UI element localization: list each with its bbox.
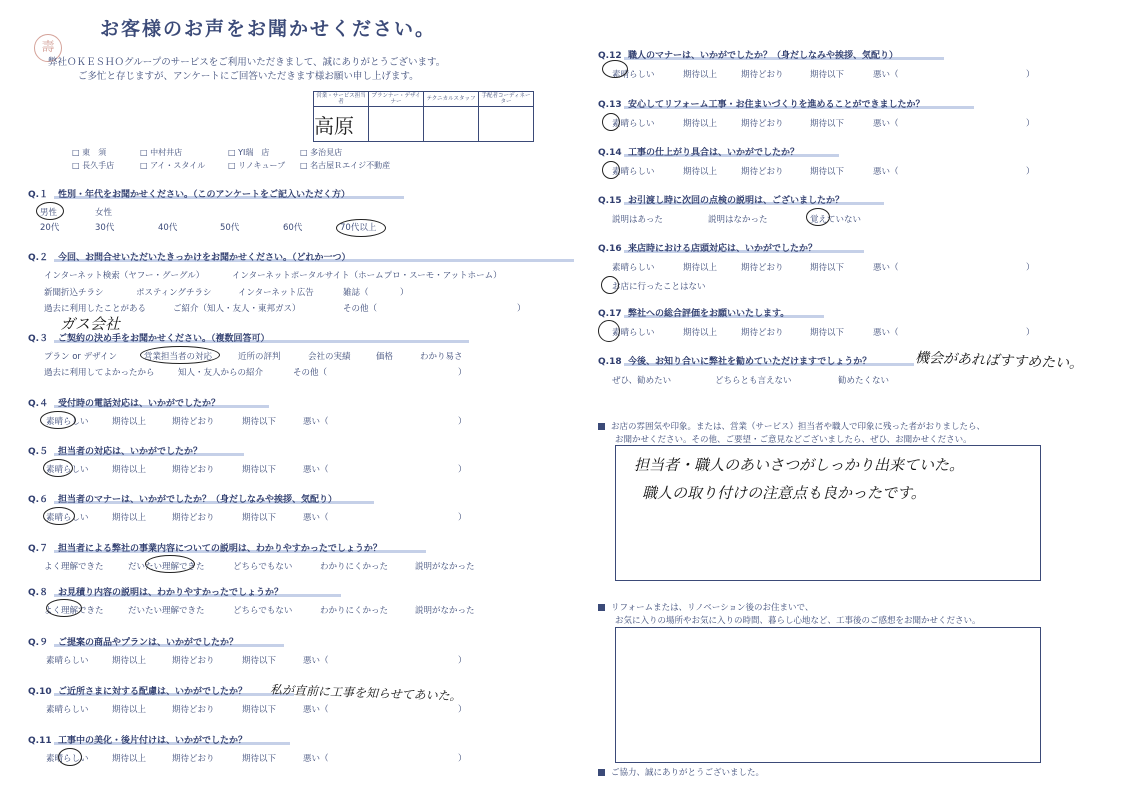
store-option[interactable] bbox=[300, 147, 342, 158]
answer-option[interactable]: 悪い（ bbox=[303, 513, 329, 523]
question-number: Q.４ bbox=[28, 399, 49, 409]
question-number: Q.７ bbox=[28, 544, 49, 554]
selection-circle-mark bbox=[36, 202, 64, 220]
answer-option[interactable]: 悪い（ bbox=[873, 119, 899, 129]
answer-option[interactable]: 期待以下 bbox=[810, 70, 845, 80]
question-number: Q.17 bbox=[598, 309, 622, 319]
answer-option[interactable]: 過去に利用したことがある bbox=[44, 304, 147, 314]
answer-option[interactable]: 知人・友人からの紹介 bbox=[178, 368, 264, 378]
answer-option[interactable]: 期待以下 bbox=[242, 465, 277, 475]
store-option[interactable] bbox=[228, 160, 285, 171]
question-text: 担当者による弊社の事業内容についての説明は、わかりやすかったでしょうか？ bbox=[58, 544, 382, 554]
store-label: リノキューブ bbox=[238, 161, 286, 170]
staff-cell[interactable] bbox=[369, 107, 424, 142]
selection-circle-mark bbox=[40, 411, 76, 429]
answer-option[interactable]: 素晴らしい bbox=[612, 70, 655, 80]
answer-option[interactable]: 期待以下 bbox=[242, 754, 277, 764]
answer-option[interactable]: ） bbox=[458, 656, 467, 666]
selection-circle-mark bbox=[602, 60, 628, 78]
store-label: 多治見店 bbox=[310, 148, 343, 157]
question-text: 担当者の対応は、いかがでしたか？ bbox=[58, 447, 203, 457]
answer-option[interactable]: 60代 bbox=[283, 223, 303, 233]
selection-circle-mark bbox=[602, 161, 620, 179]
answer-option[interactable]: 勧めたくない bbox=[838, 376, 890, 386]
answer-option[interactable]: 素晴らしい bbox=[46, 705, 89, 715]
answer-option[interactable]: ） bbox=[1026, 167, 1035, 177]
selection-circle-mark bbox=[336, 219, 386, 237]
staff-header: 手配者コーディネーター bbox=[479, 92, 534, 107]
answer-option[interactable]: 会社の実績 bbox=[308, 352, 351, 362]
store-label: 東 須 bbox=[82, 148, 107, 157]
checkbox-icon[interactable]: □ bbox=[72, 161, 83, 170]
comment-text-line-2: 職人の取り付けの注意点も良かったです。 bbox=[642, 484, 926, 502]
answer-option[interactable]: 期待どおり bbox=[741, 167, 784, 177]
answer-option[interactable]: インターネットポータルサイト（ホームプロ・スーモ・アットホーム） bbox=[232, 271, 502, 281]
question-text: ご契約の決め手をお聞かせください。（複数回答可） bbox=[58, 334, 270, 344]
answer-option[interactable]: 悪い（ bbox=[303, 465, 329, 475]
question-text: 職人のマナーは、いかがでしたか？（身だしなみや挨拶、気配り） bbox=[628, 51, 899, 61]
answer-option[interactable]: 期待以上 bbox=[112, 417, 147, 427]
answer-option[interactable]: 素晴らしい bbox=[612, 119, 655, 129]
question-text: ご近所さまに対する配慮は、いかがでしたか？ bbox=[58, 687, 248, 697]
comment-box-2[interactable] bbox=[615, 627, 1041, 763]
answer-option[interactable]: 期待以下 bbox=[810, 263, 845, 273]
question-heading bbox=[28, 733, 247, 746]
store-option[interactable] bbox=[72, 147, 106, 158]
question-number: Q.18 bbox=[598, 357, 622, 367]
answer-option[interactable]: 期待どおり bbox=[172, 465, 215, 475]
question-number: Q.16 bbox=[598, 244, 622, 254]
intro-line-2: ご多忙と存じますが、アンケートにご回答いただきます様お願い申し上げます。 bbox=[78, 71, 419, 82]
question-number: Q.10 bbox=[28, 687, 52, 697]
bullet-square-icon bbox=[598, 769, 605, 776]
selection-circle-mark bbox=[58, 748, 82, 766]
answer-option[interactable]: 悪い（ bbox=[303, 417, 329, 427]
answer-option[interactable]: 期待どおり bbox=[741, 263, 784, 273]
bullet-square-icon bbox=[598, 604, 605, 611]
selection-circle-mark bbox=[601, 276, 619, 294]
checkbox-icon[interactable]: □ bbox=[228, 161, 239, 170]
checkbox-icon[interactable]: □ bbox=[140, 148, 151, 157]
answer-option[interactable]: よく理解できた bbox=[44, 562, 104, 572]
question-heading bbox=[28, 684, 247, 697]
answer-option[interactable]: 悪い（ bbox=[873, 328, 899, 338]
answer-option[interactable]: ポスティングチラシ bbox=[136, 288, 212, 298]
store-option[interactable] bbox=[140, 160, 205, 171]
answer-option[interactable]: 期待どおり bbox=[741, 119, 784, 129]
answer-option[interactable]: 期待以下 bbox=[242, 705, 277, 715]
question-text: ご提案の商品やプランは、いかがでしたか？ bbox=[58, 638, 239, 648]
section1-prompt-2: お聞かせください。その他、ご要望・ご意見などございましたら、ぜひ、お聞かせください。 bbox=[615, 435, 972, 445]
selection-circle-mark bbox=[46, 599, 82, 617]
checkbox-icon[interactable]: □ bbox=[140, 161, 151, 170]
question-number: Q.14 bbox=[598, 148, 622, 158]
question-heading bbox=[28, 541, 382, 554]
answer-option[interactable]: 素晴らしい bbox=[46, 754, 89, 764]
staff-header: プランナー・デザイナー bbox=[369, 92, 424, 107]
answer-option[interactable]: 期待以上 bbox=[112, 513, 147, 523]
answer-option[interactable]: ） bbox=[517, 304, 526, 314]
checkbox-icon[interactable]: □ bbox=[300, 161, 311, 170]
question-heading bbox=[28, 444, 202, 457]
answer-option[interactable]: 期待どおり bbox=[172, 705, 215, 715]
question-text: 安心してリフォーム工事・お住まいづくりを進めることができましたか？ bbox=[628, 100, 925, 110]
comment-box-1[interactable] bbox=[615, 445, 1041, 581]
bullet-square-icon bbox=[598, 423, 605, 430]
question-text: 受付時の電話対応は、いかがでしたか？ bbox=[58, 399, 221, 409]
store-label: アイ・スタイル bbox=[150, 161, 206, 170]
answer-option[interactable]: 過去に利用してよかったから bbox=[44, 368, 155, 378]
question-number: Q.２ bbox=[28, 253, 49, 263]
question-heading bbox=[598, 354, 871, 367]
answer-option[interactable]: ご紹介（知人・友人・東邦ガス） bbox=[173, 304, 301, 314]
question-text: お見積り内容の説明は、わかりやすかったでしょうか？ bbox=[58, 588, 284, 598]
answer-option[interactable]: プラン or デザイン bbox=[44, 352, 118, 362]
question-number: Q.３ bbox=[28, 334, 49, 344]
section2-prompt-2: お気に入りの場所やお気に入りの時間、暮らし心地など、工事後のご感想をお聞かせください。 bbox=[615, 616, 981, 626]
answer-option[interactable]: ） bbox=[458, 705, 467, 715]
answer-option[interactable]: 期待以下 bbox=[242, 417, 277, 427]
footer-thanks: ご協力、誠にありがとうございました。 bbox=[598, 766, 764, 778]
answer-option[interactable]: その他（ bbox=[293, 368, 328, 378]
answer-option[interactable]: 期待以上 bbox=[683, 119, 718, 129]
section1-prompt-1: お店の雰囲気や印象。または、営業（サービス）担当者や職人で印象に残った者がおりましたら、 bbox=[598, 420, 985, 432]
answer-option[interactable]: 営業担当者の対応 bbox=[144, 352, 213, 362]
answer-option[interactable]: 悪い（ bbox=[873, 70, 899, 80]
q10-handwritten-note: 私が直前に工事を知らせてあいた。 bbox=[269, 682, 462, 704]
staff-table bbox=[313, 91, 534, 142]
answer-option[interactable]: わかりにくかった bbox=[320, 606, 389, 616]
answer-option[interactable]: 説明はなかった bbox=[708, 215, 768, 225]
answer-option[interactable]: 素晴らしい bbox=[612, 328, 655, 338]
store-label: YI瑞 店 bbox=[238, 148, 270, 157]
checkbox-icon[interactable]: □ bbox=[228, 148, 239, 157]
staff-cell[interactable] bbox=[424, 107, 479, 142]
answer-option[interactable]: 期待以下 bbox=[242, 656, 277, 666]
page-title: お客様のお声をお聞かせください。 bbox=[100, 18, 437, 40]
answer-option[interactable]: ぜひ、勧めたい bbox=[612, 376, 672, 386]
store-label: 名古屋Ｒエイジ不動産 bbox=[310, 161, 391, 170]
answer-option[interactable]: 期待以下 bbox=[810, 167, 845, 177]
q18-handwritten-note: 機会があればすすめたい。 bbox=[914, 350, 1084, 372]
question-heading bbox=[28, 187, 350, 200]
answer-option[interactable]: わかりにくかった bbox=[320, 562, 389, 572]
answer-option[interactable]: 悪い（ bbox=[303, 705, 329, 715]
answer-option[interactable]: 素晴らしい bbox=[612, 263, 655, 273]
answer-option[interactable]: どちらとも言えない bbox=[715, 376, 792, 386]
answer-option[interactable]: 悪い（ bbox=[873, 263, 899, 273]
answer-option[interactable]: 期待以下 bbox=[810, 328, 845, 338]
answer-option[interactable]: 期待どおり bbox=[172, 754, 215, 764]
answer-option[interactable]: 期待どおり bbox=[172, 656, 215, 666]
section2-prompt-1: リフォームまたは、リノベーション後のお住まいで、 bbox=[598, 601, 813, 613]
store-option[interactable] bbox=[140, 147, 182, 158]
answer-option[interactable]: その他（ bbox=[343, 304, 378, 314]
question-text: 弊社への総合評価をお願いいたします。 bbox=[628, 309, 790, 319]
answer-option[interactable]: 期待どおり bbox=[172, 417, 215, 427]
answer-option[interactable]: 50代 bbox=[220, 223, 240, 233]
answer-option[interactable]: 期待以上 bbox=[683, 263, 718, 273]
seal-stamp: 壽 bbox=[34, 34, 62, 62]
staff-header: テクニカルスタッフ bbox=[424, 92, 479, 107]
question-number: Q.５ bbox=[28, 447, 49, 457]
question-text: 工事の仕上がり具合は、いかがでしたか？ bbox=[628, 148, 800, 158]
answer-option[interactable]: ） bbox=[1026, 70, 1035, 80]
store-option[interactable] bbox=[228, 147, 269, 158]
answer-option[interactable]: 期待以上 bbox=[112, 754, 147, 764]
answer-option[interactable]: ） bbox=[1026, 119, 1035, 129]
question-text: お引渡し時に次回の点検の説明は、ございましたか？ bbox=[628, 196, 845, 206]
question-number: Q.８ bbox=[28, 588, 49, 598]
answer-option[interactable]: 期待以上 bbox=[112, 465, 147, 475]
answer-option[interactable]: ） bbox=[1026, 328, 1035, 338]
question-heading bbox=[28, 492, 337, 505]
store-label: 中村井店 bbox=[150, 148, 183, 157]
answer-option[interactable]: よく理解できた bbox=[44, 606, 104, 616]
answer-option[interactable]: どちらでもない bbox=[233, 562, 293, 572]
answer-option[interactable]: 期待以下 bbox=[810, 119, 845, 129]
q3-handwritten-note: ガス会社 bbox=[60, 315, 121, 333]
question-text: 今後、お知り合いに弊社を勧めていただけますでしょうか？ bbox=[628, 357, 872, 367]
answer-option[interactable]: 悪い（ bbox=[303, 656, 329, 666]
answer-option[interactable]: 価格 bbox=[376, 352, 394, 362]
answer-option[interactable]: 期待以下 bbox=[242, 513, 277, 523]
answer-option[interactable]: ） bbox=[458, 465, 467, 475]
answer-option[interactable]: 説明がなかった bbox=[415, 606, 475, 616]
answer-option[interactable]: 悪い（ bbox=[303, 754, 329, 764]
question-number: Q.６ bbox=[28, 495, 49, 505]
answer-option[interactable]: インターネット広告 bbox=[238, 288, 314, 298]
answer-option[interactable]: だいたい理解できた bbox=[128, 606, 205, 616]
answer-option[interactable]: 新聞折込チラシ bbox=[44, 288, 104, 298]
answer-option[interactable]: ） bbox=[1026, 263, 1035, 273]
answer-option[interactable]: 40代 bbox=[158, 223, 178, 233]
staff-name: 高原 bbox=[314, 113, 354, 138]
answer-option[interactable]: ） bbox=[458, 754, 467, 764]
intro-line-1: 弊社ＯＫＥＳＨＯグループのサービスをご利用いただきまして、誠にありがとうございます。 bbox=[48, 57, 446, 68]
answer-option[interactable]: 素晴らしい bbox=[612, 167, 655, 177]
answer-option[interactable]: 説明がなかった bbox=[415, 562, 475, 572]
answer-option[interactable]: ） bbox=[458, 417, 467, 427]
staff-name-cell[interactable] bbox=[314, 107, 369, 142]
checkbox-icon[interactable]: □ bbox=[72, 148, 83, 157]
selection-circle-mark bbox=[145, 555, 195, 573]
answer-option[interactable]: 素晴らしい bbox=[46, 465, 89, 475]
answer-option[interactable]: 期待以上 bbox=[683, 328, 718, 338]
answer-option[interactable]: 素晴らしい bbox=[46, 417, 89, 427]
answer-option[interactable]: 期待どおり bbox=[741, 328, 784, 338]
question-text: 来店時における店頭対応は、いかがでしたか？ bbox=[628, 244, 818, 254]
question-number: Q.９ bbox=[28, 638, 49, 648]
question-heading bbox=[598, 193, 844, 206]
answer-option[interactable]: 素晴らしい bbox=[46, 513, 89, 523]
question-heading bbox=[598, 306, 789, 319]
answer-option[interactable]: 70代以上 bbox=[340, 223, 377, 233]
answer-option[interactable]: 期待以上 bbox=[683, 167, 718, 177]
question-text: 性別・年代をお聞かせください。（このアンケートをご記入いただく方） bbox=[58, 190, 350, 200]
comment-text-line-1: 担当者・職人のあいさつがしっかり出来ていた。 bbox=[634, 456, 965, 474]
question-number: Q.15 bbox=[598, 196, 622, 206]
store-option[interactable] bbox=[300, 160, 390, 171]
question-heading bbox=[28, 396, 220, 409]
staff-header: 営業・サービス担当者 bbox=[314, 92, 369, 107]
question-heading bbox=[28, 250, 351, 263]
answer-option[interactable]: 素晴らしい bbox=[46, 656, 89, 666]
question-heading bbox=[598, 48, 898, 61]
answer-option[interactable]: 20代 bbox=[40, 223, 60, 233]
checkbox-icon[interactable]: □ bbox=[300, 148, 311, 157]
answer-option[interactable]: お店に行ったことはない bbox=[612, 282, 706, 292]
answer-option[interactable]: 悪い（ bbox=[873, 167, 899, 177]
selection-circle-mark bbox=[140, 346, 220, 364]
question-number: Q.13 bbox=[598, 100, 622, 110]
answer-option[interactable]: 期待どおり bbox=[172, 513, 215, 523]
question-heading bbox=[28, 635, 238, 648]
answer-option[interactable]: 男性 bbox=[40, 208, 58, 218]
answer-option[interactable]: ） bbox=[400, 288, 409, 298]
question-text: 今回、お問合せいただいたきっかけをお聞かせください。（どれか一つ） bbox=[58, 253, 351, 263]
answer-option[interactable]: 説明はあった bbox=[612, 215, 663, 225]
answer-option[interactable]: 女性 bbox=[95, 208, 113, 218]
question-heading bbox=[598, 97, 925, 110]
answer-option[interactable]: 期待以上 bbox=[683, 70, 718, 80]
selection-circle-mark bbox=[43, 459, 73, 477]
question-number: Q.１ bbox=[28, 190, 49, 200]
answer-option[interactable]: 期待以上 bbox=[112, 705, 147, 715]
answer-option[interactable]: 30代 bbox=[95, 223, 115, 233]
question-number: Q.12 bbox=[598, 51, 622, 61]
selection-circle-mark bbox=[806, 208, 830, 226]
store-label: 長久手店 bbox=[82, 161, 115, 170]
question-heading bbox=[598, 145, 799, 158]
selection-circle-mark bbox=[602, 113, 620, 131]
question-text: 工事中の美化・後片付けは、いかがでしたか？ bbox=[58, 736, 248, 746]
answer-option[interactable]: どちらでもない bbox=[233, 606, 293, 616]
selection-circle-mark bbox=[598, 320, 620, 342]
answer-option[interactable]: わかり易さ bbox=[420, 352, 463, 362]
staff-cell[interactable] bbox=[479, 107, 534, 142]
answer-option[interactable]: 近所の評判 bbox=[238, 352, 281, 362]
answer-option[interactable]: 期待どおり bbox=[741, 70, 784, 80]
answer-option[interactable]: ） bbox=[458, 513, 467, 523]
store-option[interactable] bbox=[72, 160, 114, 171]
answer-option[interactable]: 覚えていない bbox=[810, 215, 862, 225]
question-heading bbox=[28, 585, 283, 598]
answer-option[interactable]: 期待以上 bbox=[112, 656, 147, 666]
answer-option[interactable]: インターネット検索（ヤフー・グーグル） bbox=[44, 271, 205, 281]
answer-option[interactable]: ） bbox=[458, 368, 467, 378]
question-heading bbox=[598, 241, 817, 254]
answer-option[interactable]: 雑誌（ bbox=[343, 288, 369, 298]
question-text: 担当者のマナーは、いかがでしたか？（身だしなみや挨拶、気配り） bbox=[58, 495, 338, 505]
selection-circle-mark bbox=[43, 507, 75, 525]
answer-option[interactable]: だいたい理解できた bbox=[128, 562, 205, 572]
question-number: Q.11 bbox=[28, 736, 52, 746]
